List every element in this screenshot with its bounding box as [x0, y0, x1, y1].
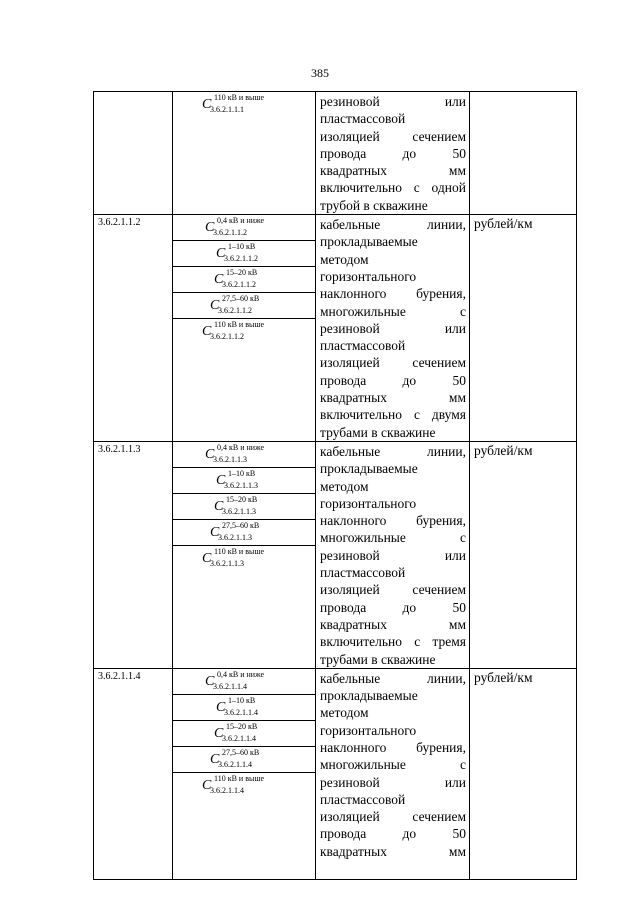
- description-word: провода: [320, 145, 367, 161]
- rate-symbol: [173, 442, 315, 468]
- description-word: многожильные: [320, 757, 406, 773]
- rate-letter: C: [202, 97, 212, 112]
- voltage-superscript: 15–20 кВ: [226, 721, 258, 731]
- rate-symbol: [173, 267, 315, 293]
- description-line: [320, 756, 466, 773]
- rate-letter: C: [214, 725, 224, 741]
- description-word: наклонного: [320, 739, 387, 755]
- description-word: линии,: [426, 443, 466, 459]
- item-code: 3.6.2.1.1.2: [94, 215, 173, 442]
- table-row: [94, 441, 577, 668]
- voltage-superscript: 0,4 кВ и ниже: [217, 669, 265, 679]
- description-word: сечением: [412, 355, 466, 371]
- description-line: [320, 808, 466, 825]
- description-line: [320, 495, 466, 512]
- description-line: [320, 478, 466, 495]
- rate-symbol: [173, 468, 315, 494]
- description-word: прокладываемые: [320, 234, 418, 250]
- description-line: [320, 581, 466, 598]
- description-word: горизонтального: [320, 495, 417, 511]
- description-line: [320, 268, 466, 285]
- table-row: [94, 92, 577, 215]
- voltage-superscript: 1–10 кВ: [228, 695, 256, 705]
- description-line: [320, 651, 466, 668]
- description-word: трубой в скважине: [320, 197, 428, 213]
- code-subscript: 3.6.2.1.1.3: [224, 480, 258, 490]
- description-word: сечением: [412, 582, 466, 598]
- description-line: [320, 424, 466, 441]
- voltage-superscript: 27,5–60 кВ: [222, 294, 260, 304]
- description-word: горизонтального: [320, 268, 417, 284]
- description-word: прокладываемые: [320, 688, 418, 704]
- description-word: изоляцией: [320, 809, 380, 825]
- description-word: изоляцией: [320, 582, 380, 598]
- description-line: [320, 337, 466, 354]
- description: [316, 668, 470, 879]
- rate-letter: C: [205, 446, 215, 462]
- rate-symbol: [173, 747, 315, 773]
- voltage-superscript: 1–10 кВ: [228, 242, 256, 252]
- description-line: [320, 547, 466, 564]
- table-body: [94, 92, 577, 880]
- description-word: включительно: [320, 634, 403, 650]
- description-word: с: [460, 303, 466, 319]
- voltage-superscript: 110 кВ и выше: [214, 773, 265, 783]
- description-word: или: [444, 547, 466, 563]
- description-word: мм: [448, 843, 466, 859]
- code-subscript: 3.6.2.1.1.3: [210, 558, 244, 568]
- description-word: наклонного: [320, 286, 387, 302]
- description-word: прокладываемые: [320, 461, 418, 477]
- description-line: [320, 825, 466, 842]
- voltage-superscript: 0,4 кВ и ниже: [217, 442, 265, 452]
- rate-symbol: [173, 773, 315, 799]
- code-subscript: 3.6.2.1.1.3: [213, 454, 247, 464]
- description-line: [320, 443, 466, 460]
- description-word: резиновой: [320, 774, 380, 790]
- description-word: бурения,: [416, 286, 466, 302]
- description-word: методом: [320, 705, 369, 721]
- voltage-superscript: 0,4 кВ и ниже: [217, 216, 265, 226]
- rate-symbol: [173, 241, 315, 267]
- rate-letter: C: [202, 550, 212, 566]
- item-code: 3.6.2.1.1.3: [94, 441, 173, 668]
- description-word: пластмассовой: [320, 111, 406, 127]
- description-line: [320, 722, 466, 739]
- description-line: [320, 372, 466, 389]
- code-subscript: 3.6.2.1.1.2: [210, 332, 244, 342]
- description-word: тремя: [432, 634, 466, 650]
- description-word: резиновой: [320, 547, 380, 563]
- voltage-superscript: 110 кВ и выше: [214, 320, 265, 330]
- code-subscript: 3.6.2.1.1.2: [218, 306, 252, 316]
- voltage-superscript: 15–20 кВ: [226, 494, 258, 504]
- description-line: [320, 406, 466, 423]
- description: [316, 215, 470, 442]
- description-word: или: [444, 94, 466, 109]
- description-word: квадратных: [320, 390, 387, 406]
- description-line: [320, 616, 466, 633]
- rate-symbols: [173, 215, 316, 442]
- rate-symbols: [173, 668, 316, 879]
- code-subscript: 3.6.2.1.1.4: [213, 681, 247, 691]
- code-subscript: 3.6.2.1.1.1: [210, 105, 244, 114]
- rate-symbol: [173, 721, 315, 747]
- voltage-superscript: 15–20 кВ: [226, 268, 258, 278]
- description-word: включительно: [320, 407, 403, 423]
- code-subscript: 3.6.2.1.1.2: [222, 280, 256, 290]
- description-word: 50: [452, 372, 466, 388]
- description-word: с: [414, 634, 421, 650]
- description-word: методом: [320, 251, 369, 267]
- description-word: пластмассовой: [320, 791, 406, 807]
- rate-letter: C: [205, 220, 215, 236]
- description-word: или: [444, 774, 466, 790]
- item-code: 3.6.2.1.1.4: [94, 668, 173, 879]
- unit: рублей/км: [470, 668, 577, 879]
- description-line: [320, 687, 466, 704]
- description-line: [320, 460, 466, 477]
- description-word: кабельные: [320, 670, 381, 686]
- rate-symbols: [173, 441, 316, 668]
- rate-letter: C: [214, 498, 224, 514]
- description-word: изоляцией: [320, 355, 380, 371]
- rate-letter: C: [210, 751, 220, 767]
- description-word: до: [402, 826, 417, 842]
- description-word: до: [402, 599, 417, 615]
- rate-symbol: [173, 494, 315, 520]
- description-word: мм: [448, 616, 466, 632]
- description-word: до: [402, 145, 417, 161]
- rate-symbol: [173, 319, 315, 345]
- description-line: [320, 197, 466, 214]
- description: [316, 92, 470, 215]
- rate-symbol: [173, 546, 315, 572]
- description-line: [320, 774, 466, 791]
- description-word: многожильные: [320, 530, 406, 546]
- description-word: до: [402, 372, 417, 388]
- rate-letter: C: [210, 298, 220, 314]
- code-subscript: 3.6.2.1.1.3: [222, 506, 256, 516]
- description-word: пластмассовой: [320, 338, 406, 354]
- description-line: [320, 251, 466, 268]
- description-word: одной: [431, 180, 466, 196]
- description-word: кабельные: [320, 443, 381, 459]
- item-code: [94, 92, 173, 215]
- description-word: 50: [452, 826, 466, 842]
- description-line: [320, 843, 466, 860]
- description-word: бурения,: [416, 513, 466, 529]
- description-line: [320, 216, 466, 233]
- rate-symbol: [173, 520, 315, 546]
- rate-symbol: [173, 92, 315, 118]
- description-word: трубами в скважине: [320, 651, 436, 667]
- voltage-superscript: 27,5–60 кВ: [222, 520, 260, 530]
- description-line: [320, 233, 466, 250]
- description-word: провода: [320, 826, 367, 842]
- code-subscript: 3.6.2.1.1.2: [224, 254, 258, 264]
- rate-symbol: [173, 293, 315, 319]
- rate-letter: C: [216, 246, 226, 262]
- description-line: [320, 285, 466, 302]
- description-word: с: [413, 407, 420, 423]
- description-word: с: [413, 180, 420, 196]
- description-word: кабельные: [320, 217, 381, 233]
- description-line: [320, 739, 466, 756]
- description-line: [320, 110, 466, 127]
- code-subscript: 3.6.2.1.1.4: [210, 785, 244, 795]
- description-line: [320, 529, 466, 546]
- voltage-superscript: 27,5–60 кВ: [222, 747, 260, 757]
- description-word: сечением: [412, 128, 466, 144]
- code-subscript: 3.6.2.1.1.4: [222, 733, 256, 743]
- tariff-table: [93, 91, 577, 880]
- description-word: бурения,: [416, 739, 466, 755]
- description-word: с: [460, 757, 466, 773]
- rate-symbol: [173, 669, 315, 695]
- description-word: линии,: [426, 670, 466, 686]
- description-line: [320, 512, 466, 529]
- description-line: [320, 162, 466, 179]
- description-word: квадратных: [320, 616, 387, 632]
- rate-symbol: [173, 215, 315, 241]
- rate-symbol: [173, 695, 315, 721]
- description-line: [320, 93, 466, 110]
- rate-symbols: [173, 92, 316, 215]
- description-line: [320, 564, 466, 581]
- description-line: [320, 670, 466, 687]
- description-word: резиновой: [320, 320, 380, 336]
- description-word: 50: [452, 599, 466, 615]
- description-line: [320, 354, 466, 371]
- description-word: 50: [452, 145, 466, 161]
- description-word: мм: [448, 163, 466, 179]
- page-number: 385: [311, 66, 329, 80]
- description-line: [320, 704, 466, 721]
- voltage-superscript: 110 кВ и выше: [214, 546, 265, 556]
- description-word: линии,: [426, 217, 466, 233]
- description-word: включительно: [320, 180, 403, 196]
- voltage-superscript: 1–10 кВ: [228, 468, 256, 478]
- description-word: пластмассовой: [320, 565, 406, 581]
- rate-letter: C: [205, 673, 215, 689]
- rate-letter: C: [216, 472, 226, 488]
- description-word: квадратных: [320, 843, 387, 859]
- unit: рублей/км: [470, 215, 577, 442]
- description-word: двумя: [431, 407, 466, 423]
- description-line: [320, 389, 466, 406]
- description-line: [320, 128, 466, 145]
- rate-letter: C: [214, 272, 224, 288]
- code-subscript: 3.6.2.1.1.4: [218, 759, 252, 769]
- description-word: сечением: [412, 809, 466, 825]
- rate-letter: C: [202, 324, 212, 340]
- description-line: [320, 179, 466, 196]
- description-word: методом: [320, 478, 369, 494]
- unit: рублей/км: [470, 441, 577, 668]
- description-word: провода: [320, 372, 367, 388]
- description-word: горизонтального: [320, 722, 417, 738]
- code-subscript: 3.6.2.1.1.4: [224, 707, 258, 717]
- description: [316, 441, 470, 668]
- description-word: мм: [448, 390, 466, 406]
- description-word: или: [444, 320, 466, 336]
- description-word: провода: [320, 599, 367, 615]
- table-row: [94, 215, 577, 442]
- description-word: изоляцией: [320, 128, 380, 144]
- voltage-superscript: 110 кВ и выше: [214, 93, 265, 102]
- table-row: [94, 668, 577, 879]
- code-subscript: 3.6.2.1.1.2: [213, 228, 247, 238]
- description-line: [320, 145, 466, 162]
- description-word: многожильные: [320, 303, 406, 319]
- description-word: наклонного: [320, 513, 387, 529]
- rate-letter: C: [216, 699, 226, 715]
- unit: [470, 92, 577, 215]
- description-word: квадратных: [320, 163, 387, 179]
- description-word: с: [460, 530, 466, 546]
- description-word: резиновой: [320, 94, 380, 109]
- description-line: [320, 303, 466, 320]
- description-word: трубами в скважине: [320, 424, 436, 440]
- rate-letter: C: [210, 524, 220, 540]
- rate-letter: C: [202, 777, 212, 793]
- description-line: [320, 599, 466, 616]
- description-line: [320, 320, 466, 337]
- description-line: [320, 791, 466, 808]
- code-subscript: 3.6.2.1.1.3: [218, 532, 252, 542]
- description-line: [320, 633, 466, 650]
